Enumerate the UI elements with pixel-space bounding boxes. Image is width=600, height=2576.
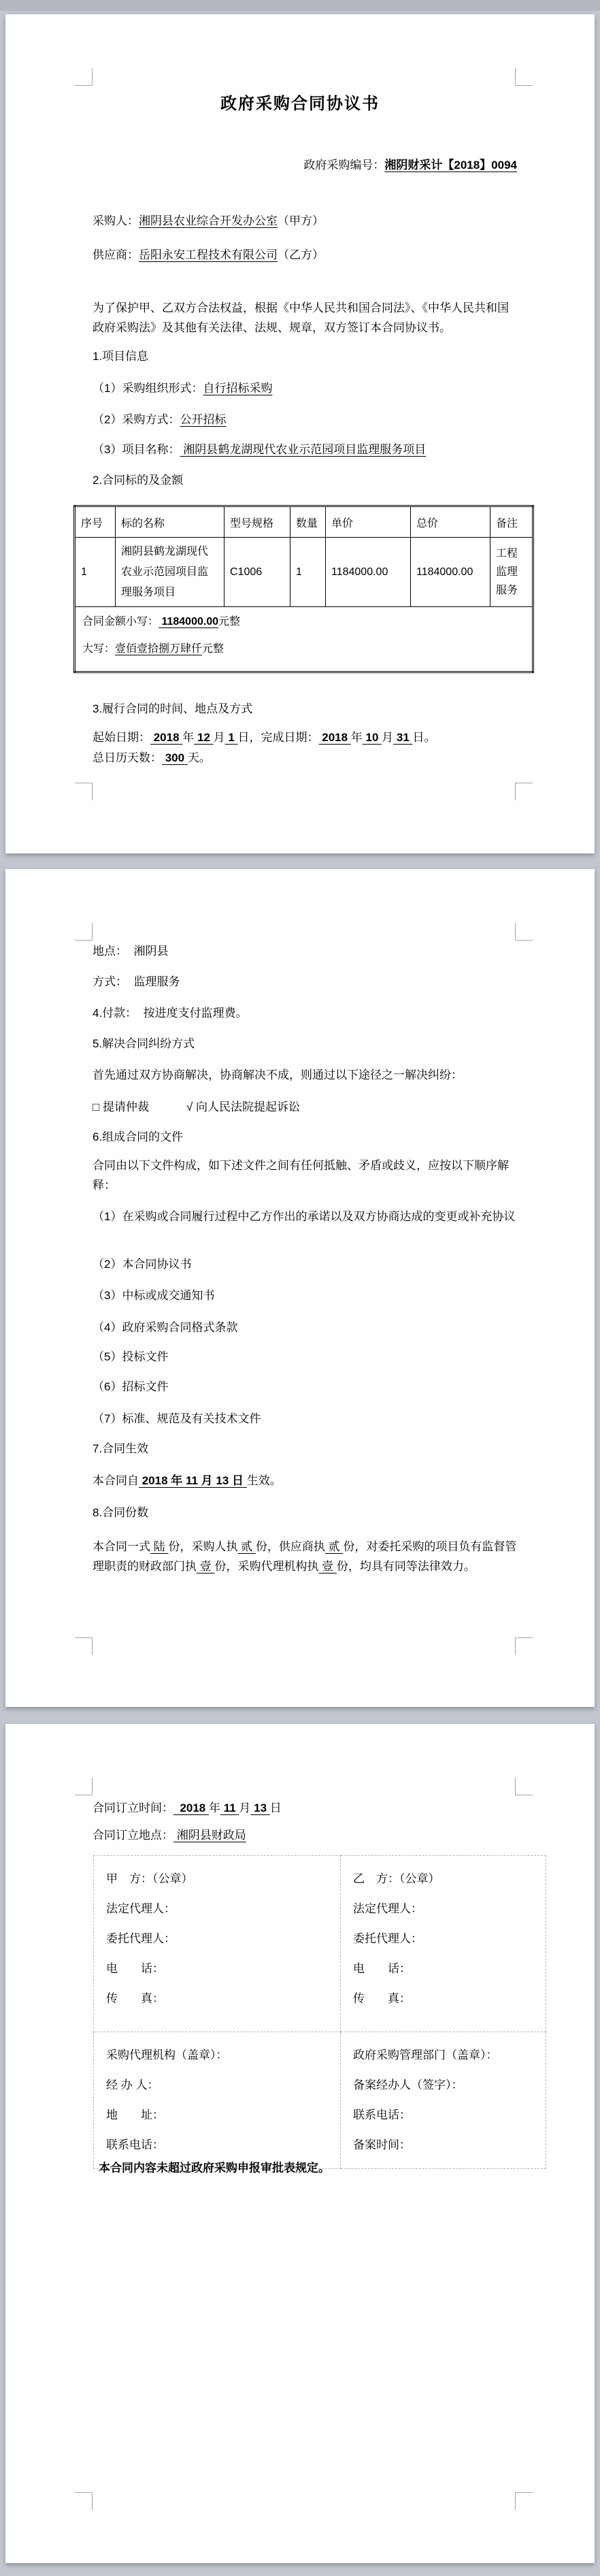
document-page-2 xyxy=(5,869,595,1707)
section-4-line xyxy=(93,1005,248,1022)
signing-month: 11 xyxy=(220,1801,239,1814)
section-5-heading: 5.解决合同纠纷方式 xyxy=(93,1037,195,1050)
authority-record-time: 备案时间： xyxy=(353,2138,411,2151)
party-a-title: 甲 方：（公章） xyxy=(106,1872,193,1885)
preamble-paragraph: 为了保护甲、乙双方合法权益，根据《中华人民共和国合同法》、《中华人民共和国政府采购法》及其他有关法律、法规、规章，双方签订本合同协议书。 xyxy=(93,301,509,334)
procurement-number-line xyxy=(93,157,517,174)
party-a-cell xyxy=(94,1856,341,2032)
signature-table xyxy=(93,1855,546,2169)
signing-year: 2018 xyxy=(173,1801,209,1814)
effective-pre: 本合同自 xyxy=(93,1474,139,1487)
supplier-line xyxy=(93,246,324,264)
cell-total-price: 1184000.00 xyxy=(411,538,490,607)
method-label: （2）采购方式： xyxy=(93,413,180,426)
document-page-1 xyxy=(5,14,595,853)
performance-place-value: 湘阴县 xyxy=(127,945,169,958)
section-2-heading: 2.合同标的及金额 xyxy=(93,474,184,487)
copies-seg: 份，对委托采购的项目负有监督管理职责的财政部门执 xyxy=(93,1540,517,1573)
days-suffix: 天。 xyxy=(187,751,211,764)
party-a-fax: 传 真： xyxy=(106,1992,164,2005)
start-month: 12 xyxy=(194,731,214,744)
cell-model: C1006 xyxy=(224,538,290,607)
amount-caps-suffix: 元整 xyxy=(202,643,224,655)
year-char: 年 xyxy=(182,731,195,744)
performance-place-line xyxy=(93,943,168,960)
col-header-note: 备注 xyxy=(490,506,533,538)
performance-method-value: 监理服务 xyxy=(127,975,180,988)
copies-seg: 份，供应商执 xyxy=(255,1540,325,1553)
contract-file-item-4: （4）政府采购合同格式条款 xyxy=(93,1321,238,1334)
section-3-heading: 3.履行合同的时间、地点及方式 xyxy=(93,702,253,715)
signature-row-agencies xyxy=(94,2032,546,2169)
supplier-suffix: （乙方） xyxy=(278,248,324,261)
signing-place-label: 合同订立地点： xyxy=(93,1829,173,1842)
contract-file-item-7: （7）标准、规范及有关技术文件 xyxy=(93,1412,261,1425)
project-name-line xyxy=(93,441,426,459)
contract-file-item-1: （1）在采购或合同履行过程中乙方作出的承诺以及双方协商达成的变更或补充协议 xyxy=(93,1210,516,1223)
performance-method-label: 方式： xyxy=(93,975,127,988)
crop-mark-bottom-left-icon xyxy=(75,2492,93,2510)
section-6-text: 合同由以下文件构成，如下述文件之间有任何抵触、矛盾或歧义，应按以下顺序解释： xyxy=(93,1159,509,1192)
goods-table-header-row xyxy=(75,506,533,538)
window-top-strip xyxy=(0,0,600,11)
signing-day: 13 xyxy=(250,1801,270,1814)
amount-caps-line xyxy=(82,640,525,655)
days-label: 总日历天数： xyxy=(93,751,162,764)
signing-place-value: 湘阴县财政局 xyxy=(173,1829,246,1842)
copies-seg: 本合同一式 xyxy=(93,1540,150,1553)
buyer-value: 湘阴县农业综合开发办公室 xyxy=(139,214,278,227)
finish-year: 2018 xyxy=(318,731,351,744)
dispute-options-line xyxy=(93,1098,300,1116)
party-b-legal-agent: 法定代理人： xyxy=(353,1902,422,1915)
section-5-text: 首先通过双方协商解决，协商解决不成，则通过以下途径之一解决纠纷： xyxy=(93,1069,463,1081)
effective-date-line xyxy=(93,1472,282,1490)
buyer-line xyxy=(93,212,324,230)
year-char: 年 xyxy=(209,1801,220,1814)
col-header-total-price: 总价 xyxy=(411,506,490,538)
day-char-2: 日。 xyxy=(412,731,436,744)
month-char: 月 xyxy=(239,1801,251,1814)
col-header-seq: 序号 xyxy=(75,506,116,538)
section-6-heading: 6.组成合同的文件 xyxy=(93,1130,184,1143)
amount-caps-value: 壹佰壹拾捌万肆仟 xyxy=(115,643,203,655)
month-char-2: 月 xyxy=(382,731,394,744)
cell-name: 湘阴县鹤龙湖现代农业示范园项目监理服务项目 xyxy=(116,538,224,607)
procurement-number-label: 政府采购编号： xyxy=(303,159,385,172)
contract-file-item-2: （2）本合同协议书 xyxy=(93,1258,192,1271)
amount-numeric-line xyxy=(82,613,525,628)
party-b-entrusted-agent: 委托代理人： xyxy=(353,1932,422,1945)
copies-buyer: 贰 xyxy=(237,1540,256,1553)
agency-handler: 经 办 人： xyxy=(106,2078,159,2091)
section-4-heading: 4.付款： xyxy=(93,1007,137,1020)
day-char: 日 xyxy=(269,1801,282,1814)
signature-row-parties xyxy=(94,1856,546,2032)
copies-seg: 份，均具有同等法律效力。 xyxy=(336,1560,476,1573)
crop-mark-top-left-icon xyxy=(75,68,93,86)
contract-dates-line xyxy=(93,729,436,747)
crop-mark-top-left-icon xyxy=(75,1778,93,1795)
col-header-qty: 数量 xyxy=(290,506,326,538)
method-value: 公开招标 xyxy=(180,413,227,426)
amount-suffix: 元整 xyxy=(218,616,241,627)
goods-table-amount-row xyxy=(75,607,533,672)
section-1-heading: 1.项目信息 xyxy=(93,350,149,363)
authority-record-handler: 备案经办人（签字）： xyxy=(353,2078,463,2091)
authority-title: 政府采购管理部门（盖章）： xyxy=(353,2049,498,2061)
finish-month: 10 xyxy=(362,731,382,744)
signing-place-line xyxy=(93,1827,246,1844)
court-option: √ 向人民法院提起诉讼 xyxy=(186,1100,301,1113)
supplier-value: 岳阳永安工程技术有限公司 xyxy=(139,248,278,261)
crop-mark-bottom-right-icon xyxy=(515,2492,533,2510)
footer-statement: 本合同内容未超过政府采购申报审批表规定。 xyxy=(99,2162,330,2174)
authority-phone: 联系电话： xyxy=(353,2108,411,2121)
party-b-title: 乙 方：（公章） xyxy=(353,1872,440,1885)
buyer-label: 采购人： xyxy=(93,214,139,227)
signing-time-line xyxy=(93,1799,282,1817)
org-form-label: （1）采购组织形式： xyxy=(93,382,203,395)
copies-seg: 份，采购人执 xyxy=(168,1540,238,1553)
performance-place-label: 地点： xyxy=(93,945,127,958)
cell-note: 工程监理服务 xyxy=(490,538,533,607)
section-4-value: 按进度支付监理费。 xyxy=(137,1007,248,1020)
copies-paragraph xyxy=(93,1537,517,1576)
cell-seq: 1 xyxy=(75,538,116,607)
start-day: 1 xyxy=(224,731,238,744)
section-7-heading: 7.合同生效 xyxy=(93,1442,149,1455)
month-char: 月 xyxy=(213,731,225,744)
method-line xyxy=(93,411,226,429)
start-date-label: 起始日期： xyxy=(93,731,150,744)
crop-mark-top-right-icon xyxy=(515,1778,533,1795)
amount-caps-label: 大写： xyxy=(82,643,116,655)
days-value: 300 xyxy=(162,751,188,764)
project-name-label: （3）项目名称： xyxy=(93,443,180,456)
effective-post: 生效。 xyxy=(246,1474,282,1487)
crop-mark-bottom-right-icon xyxy=(515,783,533,800)
contract-file-item-3: （3）中标或成交通知书 xyxy=(93,1289,215,1302)
col-header-name: 标的名称 xyxy=(116,506,224,538)
crop-mark-bottom-left-icon xyxy=(75,783,93,800)
party-a-phone: 电 话： xyxy=(106,1962,164,1975)
copies-supplier: 贰 xyxy=(324,1540,344,1553)
copies-total: 陆 xyxy=(150,1540,169,1553)
arbitration-option: □ 提请仲裁 xyxy=(93,1100,149,1113)
copies-finance: 壹 xyxy=(197,1560,215,1573)
party-b-phone: 电 话： xyxy=(353,1962,411,1975)
authority-cell xyxy=(341,2032,546,2169)
start-year: 2018 xyxy=(150,731,183,744)
col-header-unit-price: 单价 xyxy=(326,506,411,538)
cell-qty: 1 xyxy=(290,538,326,607)
org-form-line xyxy=(93,380,272,397)
year-char-2: 年 xyxy=(350,731,363,744)
signing-time-label: 合同订立时间： xyxy=(93,1801,173,1814)
party-b-cell xyxy=(341,1856,546,2032)
amount-cell xyxy=(75,607,533,672)
contract-file-item-6: （6）招标文件 xyxy=(93,1380,169,1393)
procurement-number-value: 湘阴财采计【2018】0094 xyxy=(384,159,517,172)
org-form-value: 自行招标采购 xyxy=(203,382,273,395)
document-page-3 xyxy=(5,1724,595,2563)
performance-method-line xyxy=(93,973,180,991)
effective-date: 2018 年 11 月 13 日 xyxy=(139,1474,247,1487)
party-b-fax: 传 真： xyxy=(353,1992,411,2005)
section-8-heading: 8.合同份数 xyxy=(93,1506,149,1519)
goods-table xyxy=(73,505,534,673)
agency-title: 采购代理机构（盖章）： xyxy=(106,2049,228,2061)
party-a-entrusted-agent: 委托代理人： xyxy=(106,1932,176,1945)
copies-agency: 壹 xyxy=(318,1560,337,1573)
crop-mark-top-right-icon xyxy=(515,68,533,86)
crop-mark-bottom-right-icon xyxy=(515,1637,533,1655)
agency-cell xyxy=(94,2032,341,2169)
crop-mark-top-right-icon xyxy=(515,923,533,941)
amount-label: 合同金额小写： xyxy=(82,616,159,627)
crop-mark-top-left-icon xyxy=(75,923,93,941)
party-a-legal-agent: 法定代理人： xyxy=(106,1902,176,1915)
agency-phone: 联系电话： xyxy=(106,2138,164,2151)
finish-day: 31 xyxy=(393,731,413,744)
finish-date-label: 日，完成日期： xyxy=(237,731,319,744)
crop-mark-bottom-left-icon xyxy=(75,1637,93,1655)
supplier-label: 供应商： xyxy=(93,248,139,261)
goods-table-row xyxy=(75,538,533,607)
copies-seg: 份，采购代理机构执 xyxy=(214,1560,319,1573)
agency-address: 地 址： xyxy=(106,2108,164,2121)
calendar-days-line xyxy=(93,749,211,767)
col-header-model: 型号规格 xyxy=(224,506,290,538)
amount-value: 1184000.00 xyxy=(159,616,219,627)
project-name-value: 湘阴县鹤龙湖现代农业示范园项目监理服务项目 xyxy=(180,443,427,456)
buyer-suffix: （甲方） xyxy=(278,214,324,227)
document-title: 政府采购合同协议书 xyxy=(220,95,380,113)
cell-unit-price: 1184000.00 xyxy=(326,538,411,607)
contract-file-item-5: （5）投标文件 xyxy=(93,1350,169,1363)
